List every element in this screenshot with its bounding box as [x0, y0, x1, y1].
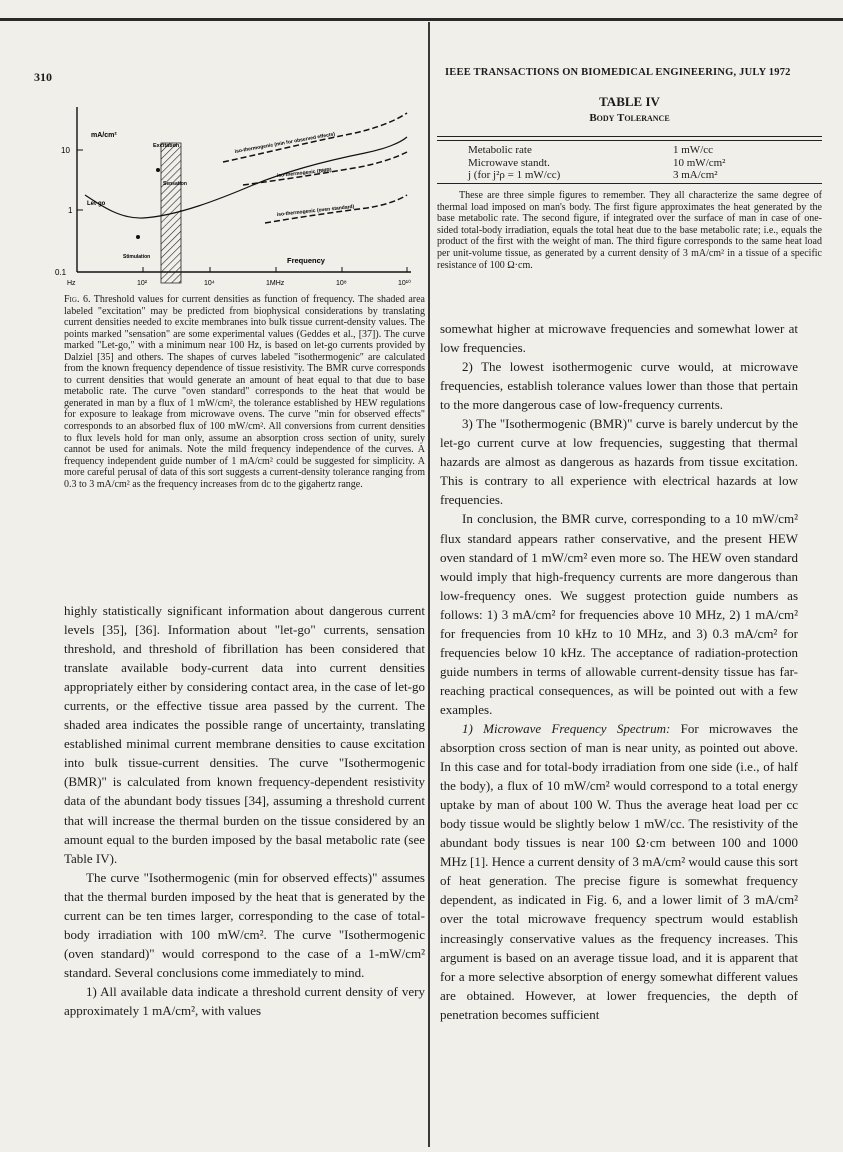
paragraph	[440, 719, 798, 1024]
table-row	[468, 144, 808, 157]
let-go-label: Let-go	[87, 201, 106, 207]
table-row	[468, 157, 808, 170]
column-divider	[428, 22, 430, 1147]
figure-6-plot	[55, 95, 420, 290]
y-tick-label: 0.1	[55, 268, 67, 277]
table-body	[468, 144, 808, 182]
table-subtitle: Body Tolerance	[589, 112, 670, 124]
table-cell: Metabolic rate	[468, 144, 532, 156]
running-head: IEEE TRANSACTIONS ON BIOMEDICAL ENGINEERING, JULY 1972	[445, 67, 791, 78]
paragraph-text: For microwaves the absorption cross section of man is near unity, as pointed out above. In this case and for total-body irradiation from one side (i.e., of half the body), a flux of 10 mW/cm² would correspond to a total energy uptake by man of about 100 W. Thus the average heat load per cc body tissue would be slightly below 1 mW/cc. The resistivity of the abundant body tissues is near 100 Ω·cm between 100 and 1000 MHz [1]. Hence a current density of 3 mA/cm² would cause this sort of heat generation. The precise figure is somewhat frequency dependent, as indicated in Fig. 6, and a lower limit of 3 mA/cm² over the total microwave frequency spectrum would establish increasingly conservative values as the frequency increases. This argument is based on an average tissue load, and it is apparent that for a more selective absorption of energy somewhat different values are obtained. However, at lower frequencies, the depth of penetration becomes sufficient	[440, 720, 798, 1022]
figure-caption-label: Fig. 6.	[64, 294, 91, 305]
table-row	[468, 169, 808, 182]
paragraph: highly statistically significant information about dangerous current levels [35], [36]. Information about "let-go" currents, sensation threshold, and threshold of fibrillation has been considered that translate available body-current data into current densities appropriately either by considering contact area, in the case of let-go currents, or the effective tissue area passed by the current. The shaded area indicates the possible range of uncertainty, translating established minimal current membrane densities to cause excitation into bulk tissue-current densities. The curve "Isothermogenic (BMR)" is calculated from known frequency-dependent resistivity data of the abundant body tissues [34], assuming a threshold current that will increase the thermal burden on the tissue considered by an amount equal to the burden imposed by the basal metabolic rate (see Table IV).	[64, 603, 425, 866]
stimulation-label: Stimulation	[123, 254, 151, 260]
paragraph: 3) The "Isothermogenic (BMR)" curve is barely undercut by the let-go current curve at low frequencies, suggesting that thermal hazards are almost as dangerous as hazards from tissue excitation. This is contrary to all experience with electrical hazards at low frequencies.	[440, 416, 798, 508]
x-tick-label: 1MHz	[266, 280, 285, 287]
excitation-band	[161, 143, 181, 283]
paragraph: In conclusion, the BMR curve, corresponding to a 10 mW/cm² flux standard appears rather conservative, and the present HEW oven standard of 1 mW/cm² even more so. The HEW oven standard would imply that high-frequency currents are more dangerous than low-frequency ones. We suggest protection guide numbers as follows: 1) 3 mA/cm² for frequencies above 10 MHz, 2) 1 mA/cm² for frequencies from 10 kHz to 10 MHz, and 3) 0.3 mA/cm² for frequencies below 10 kHz. The acceptance of radiation-protection guide numbers in terms of allowable current-density tissue has far-reaching practical consequences, as will be pointed out with a few examples.	[440, 511, 798, 717]
table-cell: 1 mW/cc	[673, 144, 714, 156]
y-tick-label: 10	[61, 146, 70, 155]
table-bottom-rule	[437, 183, 822, 184]
left-column-body	[64, 601, 425, 1020]
paragraph: 2) The lowest isothermogenic curve would, at microwave frequencies, establish tolerance values lower than those that pertain to the more dangerous case of low-frequency currents.	[440, 359, 798, 413]
stimulation-point	[136, 235, 140, 239]
excitation-label: Excitation	[153, 143, 180, 149]
table-cell: j (for j²ρ = 1 mW/cc)	[468, 169, 561, 181]
y-unit-label: mA/cm²	[91, 132, 117, 139]
iso-oven-label: iso-thermogenic (oven standard)	[276, 203, 355, 218]
table-top-rule	[437, 140, 822, 141]
paragraph: 1) All available data indicate a threshold current density of very approximately 1 mA/cm², with values	[64, 983, 425, 1018]
paragraph: somewhat higher at microwave frequencies and somewhat lower at low frequencies.	[440, 321, 798, 356]
table-title: TABLE IV	[599, 94, 660, 109]
iso-min-label: iso-thermogenic (min for observed effects)	[234, 131, 336, 155]
table-note	[437, 190, 822, 271]
right-column-body	[440, 319, 798, 1024]
table-top-rule	[437, 136, 822, 137]
x-tick-label: Hz	[67, 280, 76, 287]
sensation-point	[156, 168, 160, 172]
table-cell: 3 mA/cm²	[673, 169, 718, 181]
table-cell: 10 mW/cm²	[673, 156, 726, 169]
y-tick-label: 1	[68, 206, 73, 215]
table-note-text: These are three simple figures to remember. They all characterize the same degree of thermal load imposed on man's body. The first figure approximates the heat generated by the base metabolic rate. The second figure, if integrated over the surface of man in case of one-sided total-body irradiation, equals the total heat due to the base metabolic rate; i.e., equals the product of the first with the weight of man. The third figure corresponds to the same heat load per unit-volume tissue, as generated by a current density of 3 mA/cm² in a tissue of a specific resistance of 100 Ω·cm.	[437, 190, 822, 271]
x-tick-label: 10⁴	[204, 280, 215, 287]
iso-bmr-label: iso-thermogenic (BMR)	[276, 167, 332, 179]
x-tick-label: 10²	[137, 280, 148, 287]
figure-6	[55, 95, 420, 290]
top-rule	[0, 18, 843, 21]
x-axis-title: Frequency	[287, 256, 325, 265]
figure-caption	[64, 294, 425, 490]
x-tick-label: 10⁸	[336, 280, 347, 287]
sensation-label: Sensation	[163, 181, 187, 187]
figure-caption-text: Threshold values for current densities as function of frequency. The shaded area labeled "excitation" may be predicted from biophysical considerations by translating current densities needed to excite membranes into bulk tissue current-density values. The points marked "sensation" are some experimental values (Geddes et al., [37]). The curve marked "Let-go," with a minimum near 100 Hz, is based on let-go currents provided by Dalziel [35] and others. The shapes of curves labeled "isothermogenic" are calculated from the known frequency dependence of tissue resistivity. The BMR curve corresponds to current densities that would generate an amount of heat equal to that due to base metabolic rate. The curve "oven standard" corresponds to the heat that would be generated in man by a flux of 1 mW/cm², the tolerance established by HEW regulations for exposure to leakage from microwave ovens. The curve "min for observed effects" corresponds to an absorbed flux of 100 mW/cm². All conversions from current densities to flux levels hold for man only, assume an absorption cross section of unity, surely cannot be used for animals. Note the mild frequency independence of the curves. A frequency independent guide number of 1 mA/cm² could be suggested for simplicity. A more careful perusal of data of this sort suggests a current-density tolerance ranging from 0.3 to 3 mA/cm² as the frequency increases from dc to the gigahertz range.	[64, 294, 425, 490]
paragraph: The curve "Isothermogenic (min for observed effects)" assumes that the thermal burden imposed by the heat that is generated by the current can be ten times larger, corresponding to the case of total-body irradiation with 100 mW/cm². The curve "Isothermogenic (oven standard)" would correspond to the case of a 1-mW/cm² standard. Several conclusions come immediately to mind.	[64, 869, 425, 980]
section-heading: 1) Microwave Frequency Spectrum:	[462, 720, 671, 736]
table-cell: Microwave standt.	[468, 156, 550, 169]
page-number: 310	[34, 70, 52, 84]
x-tick-label: 10¹⁰	[398, 280, 411, 287]
